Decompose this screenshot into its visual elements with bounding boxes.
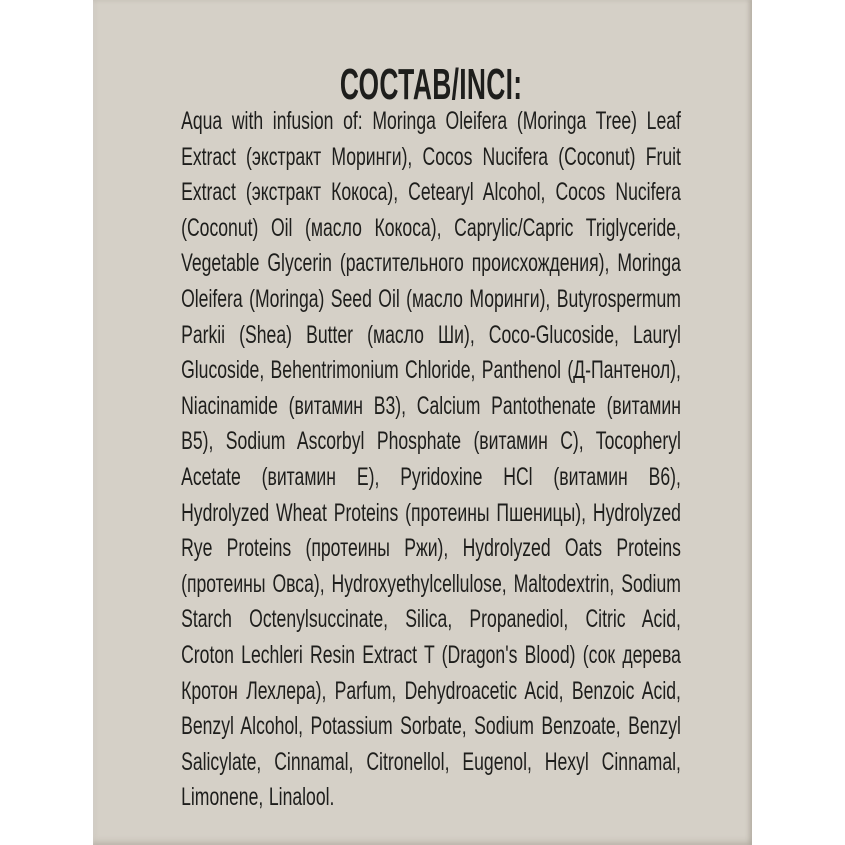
ingredients-panel — [93, 0, 752, 845]
section-title — [93, 60, 752, 109]
ingredients-paragraph: Aqua with infusion of: Moringa Oleifera (Moringa Tree) Leaf Extract (экстракт Моринги), Cocos Nucifera (Coconut) Fruit Extract (экстракт Кокоса), Cetearyl Alcohol, Cocos Nucifera (Coconut) Oil (масло Кокоса), Caprylic/Capric Triglyceride, Vegetable Glycerin (растительного происхождения), Moringa Oleifera (Moringa) Seed Oil (масло Моринги), Butyrospermum Parkii (Shea) Butter (масло Ши), Coco-Glucoside, Lauryl Glucoside, Behentrimonium Chloride, Panthenol (Д-Пантенол), Niacinamide (витамин В3), Calcium Pantothenate (витамин В5), Sodium Ascorbyl Phosphate (витамин С), Tocopheryl Acetate (витамин Е), Pyridoxine HCl (витамин В6), Hydrolyzed Wheat Proteins (протеины Пшеницы), Hydrolyzed Rye Proteins (протеины Ржи), Hydrolyzed Oats Proteins (протеины Овса), Hydroxyethylcellulose, Maltodextrin, Sodium Starch Octenylsuccinate, Silica, Propanediol, Citric Acid, Croton Lechleri Resin Extract T (Dragon's Blood) (сок дерева Кротон Лехлера), Parfum, Dehydroacetic Acid, Benzoic Acid, Benzyl Alcohol, Potassium Sorbate, Sodium Benzoate, Benzyl Salicylate, Cinnamal, Citronellol, Eugenol, Hexyl Cinnamal, Limonene, Linalool. — [181, 107, 681, 812]
section-title-text: СОСТАВ/INCI: — [340, 60, 523, 109]
